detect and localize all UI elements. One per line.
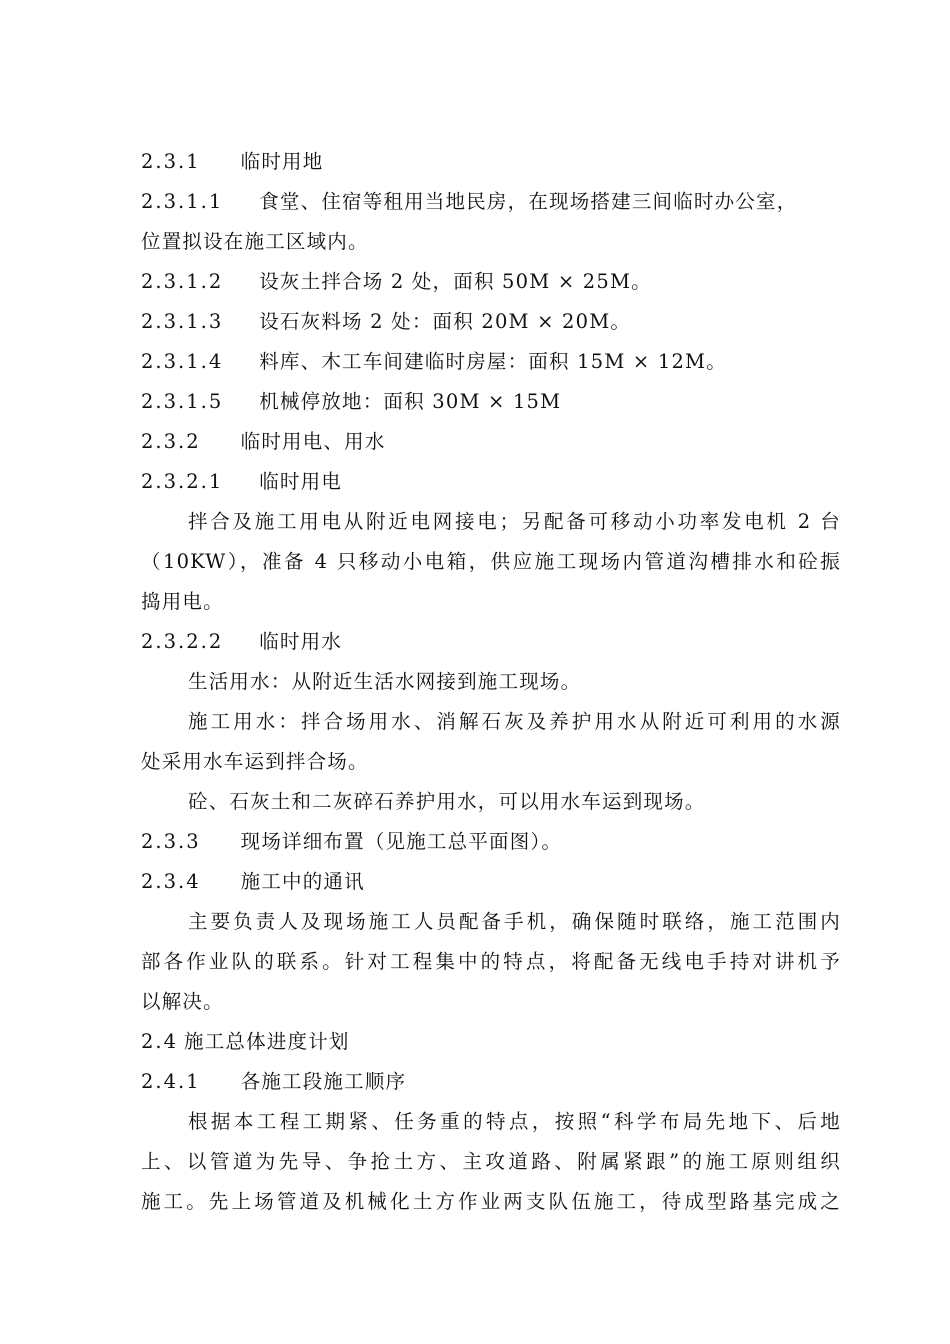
paragraph-line: 部各作业队的联系。针对工程集中的特点，将配备无线电手持对讲机予 [141,950,841,973]
heading-2-3-2 [141,429,841,455]
paragraph-line: 施工用水：拌合场用水、消解石灰及养护用水从附近可利用的水源 [188,710,841,733]
section-number: 2.4.1 [141,1070,201,1093]
heading-2-3-1-1 [141,189,841,215]
heading-2-3-1-3 [141,309,841,335]
section-number: 2.4 [141,1030,179,1053]
section-number: 2.3.1.3 [141,310,224,333]
section-number: 2.3.1.4 [141,350,224,373]
section-title: 施工总体进度计划 [184,1030,350,1053]
paragraph-line: （10KW），准备 4 只移动小电箱，供应施工现场内管道沟槽排水和砼振 [141,550,841,573]
section-number: 2.3.1.1 [141,190,224,213]
heading-2-3-4 [141,869,841,895]
paragraph-line: 砼、石灰土和二灰碎石养护用水，可以用水车运到现场。 [188,790,706,813]
section-number: 2.3.4 [141,870,201,893]
paragraph-line: 主要负责人及现场施工人员配备手机，确保随时联络，施工范围内 [188,910,841,933]
section-number: 2.3.1.2 [141,270,224,293]
paragraph-line: 捣用电。 [141,590,224,613]
heading-2-3-3 [141,829,841,855]
section-title: 各施工段施工顺序 [240,1070,407,1093]
heading-2-3-1-4 [141,349,841,375]
section-title: 施工中的通讯 [240,870,365,893]
section-text: 机械停放地：面积 30M × 15M [259,390,562,413]
section-number: 2.3.1 [141,150,201,173]
heading-2-4-1 [141,1069,841,1095]
section-number: 2.3.2.1 [141,470,224,493]
section-number: 2.3.1.5 [141,390,224,413]
section-title: 临时用电、用水 [240,430,386,453]
section-text: 现场详细布置（见施工总平面图）。 [240,830,563,853]
paragraph-line: 根据本工程工期紧、任务重的特点，按照“科学布局先地下、后地 [188,1110,841,1133]
section-text: 设灰土拌合场 2 处，面积 50M × 25M。 [259,270,652,293]
paragraph-line: 拌合及施工用电从附近电网接电；另配备可移动小功率发电机 2 台 [188,510,841,533]
heading-2-3-1-2 [141,269,841,295]
section-number: 2.3.2 [141,430,201,453]
section-title: 临时用地 [240,150,324,173]
section-number: 2.3.3 [141,830,201,853]
paragraph-line: 以解决。 [141,990,224,1013]
section-text: 料库、木工车间建临时房屋：面积 15M × 12M。 [259,350,727,373]
paragraph-line: 施工。先上场管道及机械化土方作业两支队伍施工，待成型路基完成之 [141,1190,841,1213]
paragraph-line: 处采用水车运到拌合场。 [141,750,369,773]
section-title: 临时用电 [259,470,343,493]
paragraph-line: 生活用水：从附近生活水网接到施工现场。 [188,670,582,693]
heading-2-4 [141,1029,841,1055]
section-text: 设石灰料场 2 处：面积 20M × 20M。 [259,310,632,333]
heading-2-3-2-1 [141,469,841,495]
section-text: 食堂、住宿等租用当地民房，在现场搭建三间临时办公室， [259,190,798,213]
paragraph-line: 位置拟设在施工区域内。 [141,230,369,253]
heading-2-3-2-2 [141,629,841,655]
section-number: 2.3.2.2 [141,630,224,653]
section-title: 临时用水 [259,630,343,653]
heading-2-3-1-5 [141,389,841,415]
heading-2-3-1 [141,149,841,175]
paragraph-line: 上、以管道为先导、争抢土方、主攻道路、附属紧跟”的施工原则组织 [141,1150,841,1173]
